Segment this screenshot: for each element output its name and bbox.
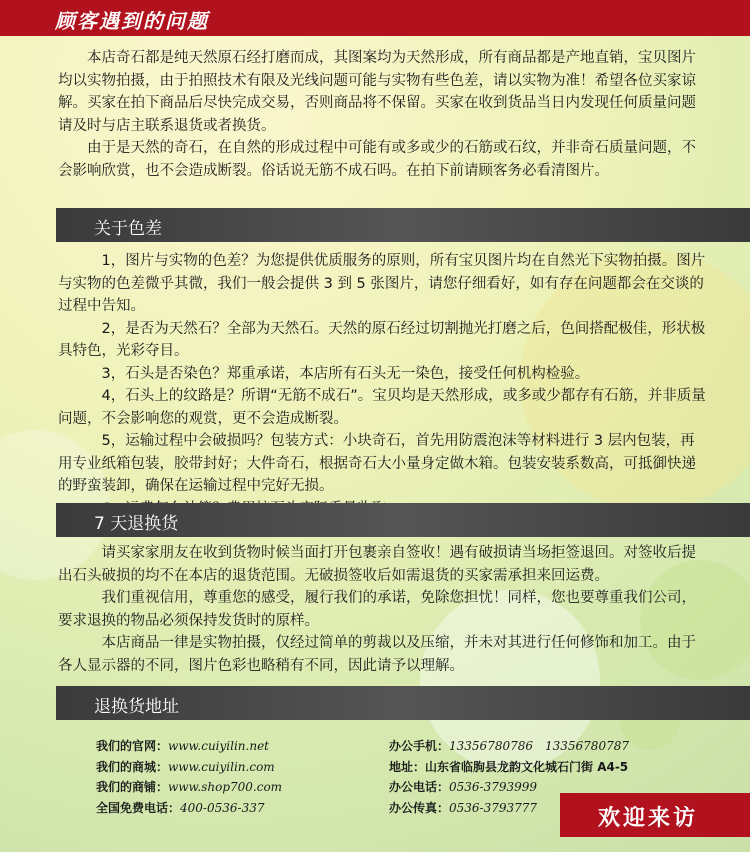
section-title: 7 天退换货 — [94, 514, 179, 534]
section-heading-color — [56, 208, 750, 242]
page-title: 顾客遇到的问题 — [55, 9, 209, 33]
return-section-text — [58, 542, 708, 677]
welcome-text: 欢迎来访 — [598, 806, 699, 831]
contact-row — [96, 736, 736, 757]
section-heading-address — [56, 686, 750, 720]
hotline-value: 400-0536-337 — [180, 800, 265, 815]
address-value: 山东省临朐县龙韵文化城石门街 A4-5 — [425, 759, 629, 774]
hotline-label: 全国免费电话： — [96, 800, 181, 815]
fax-value: 0536-3793777 — [449, 800, 538, 815]
mobile-value: 13356780786 13356780787 — [449, 739, 629, 753]
office-tel-label: 办公电话： — [389, 780, 450, 794]
mall-label: 我们的商城： — [96, 759, 169, 774]
website-link[interactable]: www.cuiyilin.net — [168, 739, 269, 753]
shop-link[interactable]: www.shop700.com — [168, 780, 283, 794]
section-title: 退换货地址 — [94, 697, 179, 717]
section-heading-return — [56, 503, 750, 537]
faq-item: 4，石头上的纹路是？所谓“无筋不成石”。宝贝均是天然形成，或多或少都存有石筋，并非质量问题，不会影响您的观赏，更不会造成断裂。 — [58, 388, 706, 427]
address-label: 地址： — [389, 759, 426, 774]
mobile-label: 办公手机： — [389, 739, 450, 753]
shop-label: 我们的商铺： — [96, 780, 169, 794]
color-section-text — [58, 250, 708, 520]
return-paragraph: 本店商品一律是实物拍摄，仅经过简单的剪裁以及压缩，并未对其进行任何修饰和加工。由于各人显示器的不同，图片色彩也略稍有不同，因此请予以理解。 — [58, 635, 696, 674]
return-paragraph: 请买家家朋友在收到货物时候当面打开包裹亲自签收！遇有破损请当场拒签退回。对签收后提出石头破损的均不在本店的退货范围。无破损签收后如需退货的买家需承担来回运费。 — [58, 545, 696, 584]
return-paragraph: 我们重视信用，尊重您的感受，履行我们的承诺，免除您担忧！同样，您也要尊重我们公司，要求退换的物品必须保持发货时的原样。 — [58, 590, 696, 629]
welcome-banner — [560, 793, 750, 837]
faq-item: 3，石头是否染色？郑重承诺，本店所有石头无一染色，接受任何机构检验。 — [101, 365, 590, 382]
mall-link[interactable]: www.cuiyilin.com — [168, 759, 275, 774]
page-header — [0, 0, 750, 36]
section-title: 关于色差 — [94, 219, 162, 239]
fax-label: 办公传真： — [389, 800, 450, 815]
faq-item: 1，图片与实物的色差？为您提供优质服务的原则，所有宝贝图片均在自然光下实物拍摄。图片与实物的色差微乎其微，我们一般会提供 3 到 5 张图片，请您仔细看好，如有存在问题都会在交谈的过程中告知。 — [58, 253, 706, 314]
intro-text — [58, 47, 708, 182]
faq-item: 2，是否为天然石？全部为天然石。天然的原石经过切割抛光打磨之后，色间搭配极佳，形状极具特色，光彩夺目。 — [58, 320, 706, 359]
faq-item: 5，运输过程中会破损吗？包装方式：小块奇石，首先用防震泡沫等材料进行 3 层内包装，再用专业纸箱包装，胶带封好；大件奇石，根据奇石大小量身定做木箱。包装安装系数高，可抵御快递的野蛮装卸，确保在运输过程中完好无损。 — [58, 433, 696, 494]
intro-paragraph: 本店奇石都是纯天然原石经打磨而成，其图案均为天然形成，所有商品都是产地直销，宝贝图片均以实物拍摄，由于拍照技术有限及光线问题可能与实物有些色差，请以实物为准！希望各位买家谅解。买家在拍下商品后尽快完成交易，否则商品将不保留。买家在收到货品当日内发现任何质量问题请及时与店主联系退货或者换货。 — [58, 50, 696, 134]
website-label: 我们的官网： — [96, 739, 169, 753]
intro-paragraph: 由于是天然的奇石，在自然的形成过程中可能有或多或少的石筋或石纹，并非奇石质量问题，不会影响欣赏，也不会造成断裂。俗话说无筋不成石吗。在拍下前请顾客务必看清图片。 — [58, 140, 696, 179]
office-tel-value: 0536-3793999 — [449, 780, 538, 794]
contact-row — [96, 757, 736, 778]
